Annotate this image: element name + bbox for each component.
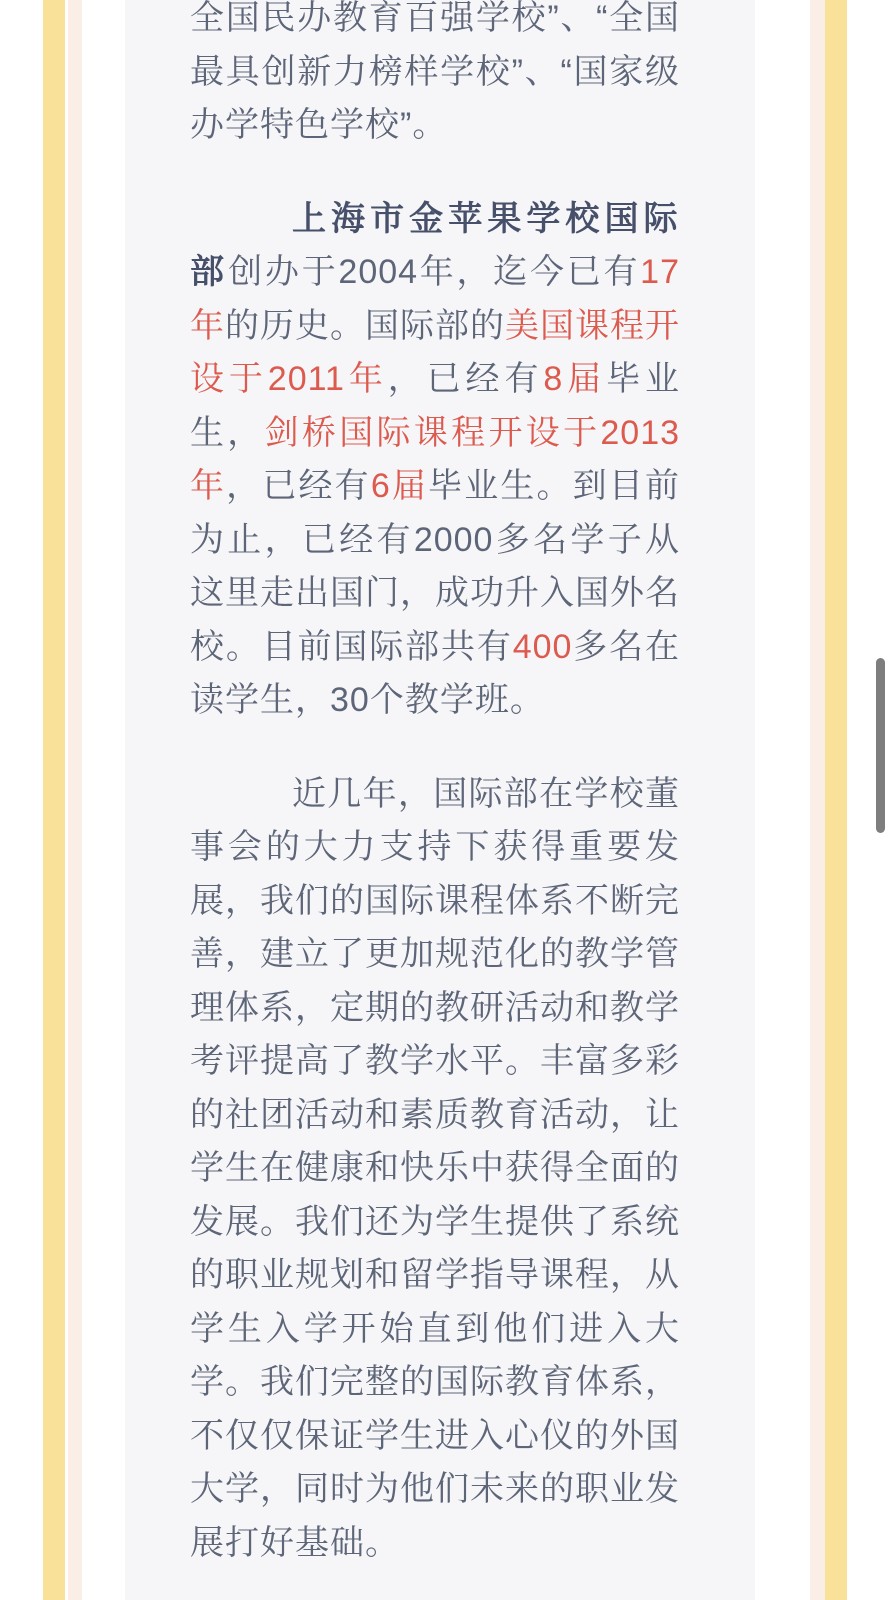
right-pink-stripe <box>810 0 825 1600</box>
body-text: 的历史。国际部的 <box>225 306 505 345</box>
article-text <box>190 0 680 1600</box>
left-yellow-stripe <box>43 0 65 1600</box>
scrollbar-thumb[interactable] <box>876 658 885 833</box>
right-yellow-stripe <box>825 0 847 1600</box>
paragraph <box>190 0 680 153</box>
highlighted-text: 6届 <box>370 467 429 505</box>
paragraph <box>190 193 680 728</box>
body-text: 近几年，国际部在学校董事会的大力支持下获得重要发展，我们的国际课程体系不断完善，建立了更加规范化的教学管理体系，定期的教研活动和教学考评提高了教学水平。丰富多彩的社团活动和素质教育活动，让学生在健康和快乐中获得全面的发展。我们还为学生提供了系统的职业规划和留学指导课程，从学生入学开始直到他们进入大学。我们完整的国际教育体系，不仅仅保证学生进入心仪的外国大学，同时为他们未来的职业发展打好基础。 <box>190 774 680 1562</box>
highlighted-text: 400 <box>512 627 573 666</box>
body-text: 多名在读学生，30个教学班。 <box>190 627 681 719</box>
bold-text: 上海市金苹果学校国际部 <box>190 199 680 291</box>
body-text: 全国民办教育百强学校”、“全国最具创新力榜样学校”、“国家级办学特色学校”。 <box>190 0 680 144</box>
paragraph <box>190 768 680 1571</box>
left-pink-stripe <box>68 0 82 1600</box>
highlighted-text: 17年 <box>190 253 680 345</box>
body-text: ，已经有 <box>387 360 544 398</box>
highlighted-text: 美国课程开设于2011年 <box>190 306 680 398</box>
highlighted-text: 剑桥国际课程开设于2013年 <box>190 413 681 505</box>
body-text: 毕业生， <box>190 360 680 452</box>
article-card <box>125 0 755 1600</box>
highlighted-text: 8届 <box>543 360 607 398</box>
body-text: 毕业生。到目前为止，已经有2000多名学子从这里走出国门，成功升入国外名校。目前国际部共有 <box>190 467 681 666</box>
body-text: ，已经有 <box>226 467 371 505</box>
body-text: 创办于2004年，迄今已有 <box>228 253 641 291</box>
